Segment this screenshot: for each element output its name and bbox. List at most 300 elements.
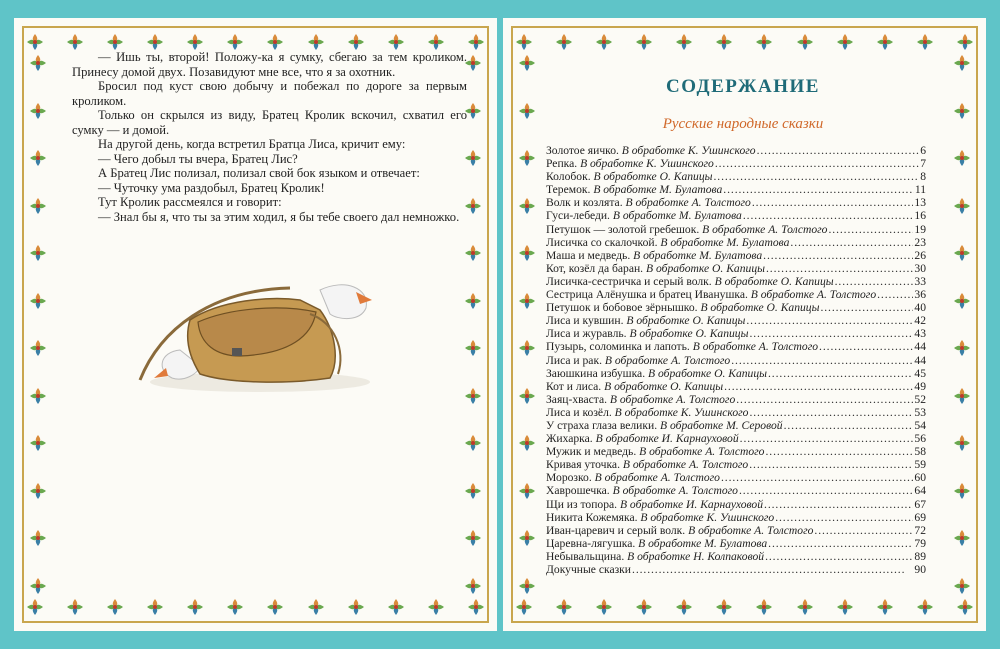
flower-ornament-icon bbox=[518, 292, 536, 310]
flower-ornament-icon bbox=[515, 598, 533, 616]
toc-entry-editor: В обработке А. Толстого bbox=[604, 353, 731, 367]
toc-entry-editor: В обработке О. Капицы bbox=[645, 261, 765, 275]
toc-entry-name: Репка. bbox=[546, 157, 578, 171]
toc-entry-editor: В обработке К. Ушинского bbox=[580, 157, 714, 171]
toc-page-number: 52 bbox=[914, 392, 926, 406]
flower-ornament-icon bbox=[518, 529, 536, 547]
toc-entry[interactable] bbox=[546, 301, 926, 314]
flower-ornament-icon bbox=[953, 434, 971, 452]
toc-entry-editor: В обработке М. Булатова bbox=[638, 536, 768, 550]
toc-entry[interactable] bbox=[546, 209, 926, 222]
toc-entry-title bbox=[546, 445, 764, 458]
toc-entry-title bbox=[546, 432, 739, 445]
toc-entry[interactable] bbox=[546, 419, 926, 432]
flower-ornament-icon bbox=[755, 598, 773, 616]
flower-ornament-icon bbox=[464, 529, 482, 547]
toc-entry-editor: В обработке Н. Колпаковой bbox=[627, 549, 765, 563]
flower-ornament-icon bbox=[953, 197, 971, 215]
flower-ornament-icon bbox=[307, 33, 325, 51]
toc-entry-editor: В обработке М. Серовой bbox=[660, 418, 783, 432]
toc-page-number: 44 bbox=[914, 340, 926, 354]
toc-entry-name: Никита Кожемяка. bbox=[546, 510, 638, 524]
ornament-border-left bbox=[515, 54, 539, 595]
toc-entry[interactable] bbox=[546, 445, 926, 458]
toc-leader-dots bbox=[723, 183, 914, 196]
toc-leader-dots bbox=[765, 550, 913, 563]
toc-page-number: 58 bbox=[914, 445, 926, 459]
flower-ornament-icon bbox=[953, 482, 971, 500]
toc-entry[interactable] bbox=[546, 314, 926, 327]
toc-entry-name: Мужик и медведь. bbox=[546, 445, 637, 459]
toc-entry[interactable] bbox=[546, 236, 926, 249]
flower-ornament-icon bbox=[796, 598, 814, 616]
toc-entry-title bbox=[546, 236, 789, 249]
flower-ornament-icon bbox=[467, 598, 485, 616]
flower-ornament-icon bbox=[427, 33, 445, 51]
toc-page-number: 7 bbox=[920, 157, 926, 171]
toc-leader-dots bbox=[740, 432, 914, 445]
toc-leader-dots bbox=[736, 393, 913, 406]
toc-page-number: 44 bbox=[914, 353, 926, 367]
flower-ornament-icon bbox=[226, 598, 244, 616]
toc-entry-editor: В обработке А. Толстого bbox=[594, 471, 720, 485]
toc-leader-dots bbox=[877, 288, 913, 301]
toc-entry-editor: В обработке О. Капицы bbox=[714, 274, 834, 288]
flower-ornament-icon bbox=[464, 387, 482, 405]
flower-ornament-icon bbox=[66, 598, 84, 616]
toc-entry-title bbox=[546, 471, 720, 484]
flower-ornament-icon bbox=[518, 149, 536, 167]
flower-ornament-icon bbox=[518, 387, 536, 405]
story-paragraph: — Чего добыл ты вчера, Братец Лис? bbox=[98, 151, 298, 166]
flower-ornament-icon bbox=[518, 482, 536, 500]
ornament-border-bottom bbox=[515, 595, 974, 619]
flower-ornament-icon bbox=[387, 33, 405, 51]
toc-entry-title bbox=[546, 301, 819, 314]
toc-entry-name: Кот и лиса. bbox=[546, 379, 602, 393]
toc-entry-title bbox=[546, 367, 767, 380]
toc-entry-editor: В обработке А. Толстого bbox=[625, 196, 751, 210]
toc-entry[interactable] bbox=[546, 550, 926, 563]
toc-entry[interactable] bbox=[546, 393, 926, 406]
toc-entry-name: Петушок — золотой гребешок. bbox=[546, 222, 700, 236]
flower-ornament-icon bbox=[347, 598, 365, 616]
flower-ornament-icon bbox=[953, 529, 971, 547]
flower-ornament-icon bbox=[226, 33, 244, 51]
flower-ornament-icon bbox=[146, 598, 164, 616]
story-paragraph: Только он скрылся из виду, Братец Кролик вскочил, схватил его сумку — и домой. bbox=[72, 108, 467, 137]
toc-entry-name: Кот, козёл да баран. bbox=[546, 261, 644, 275]
toc-entry-title bbox=[546, 406, 748, 419]
ornament-border-right bbox=[950, 54, 974, 595]
toc-page-number: 40 bbox=[914, 301, 926, 315]
flower-ornament-icon bbox=[916, 33, 934, 51]
toc-entry[interactable] bbox=[546, 537, 926, 550]
toc-entry-editor: В обработке О. Капицы bbox=[593, 170, 713, 184]
toc-entry-name: Лиса и козёл. bbox=[546, 405, 612, 419]
toc-entry[interactable] bbox=[546, 196, 926, 209]
toc-entry-title bbox=[546, 537, 767, 550]
toc-page-number: 79 bbox=[914, 536, 926, 550]
flower-ornament-icon bbox=[715, 598, 733, 616]
toc-entry-title bbox=[546, 340, 818, 353]
toc-entry-title bbox=[546, 209, 742, 222]
toc-entry-name: Петушок и бобовое зёрнышко. bbox=[546, 301, 698, 315]
flower-ornament-icon bbox=[266, 598, 284, 616]
flower-ornament-icon bbox=[515, 33, 533, 51]
flower-ornament-icon bbox=[675, 33, 693, 51]
toc-entry-title bbox=[546, 563, 631, 576]
toc-entry-title bbox=[546, 511, 774, 524]
toc-entry-title bbox=[546, 275, 834, 288]
toc-leader-dots bbox=[749, 327, 913, 340]
toc-entry[interactable] bbox=[546, 275, 926, 288]
toc-page-number: 19 bbox=[914, 222, 926, 236]
flower-ornament-icon bbox=[266, 33, 284, 51]
toc-entry-title bbox=[546, 354, 730, 367]
ornament-border-bottom bbox=[26, 595, 485, 619]
toc-entry[interactable] bbox=[546, 249, 926, 262]
table-of-contents bbox=[546, 144, 926, 576]
toc-section-heading: Русские народные сказки bbox=[662, 116, 824, 132]
toc-leader-dots bbox=[757, 144, 920, 157]
flower-ornament-icon bbox=[836, 33, 854, 51]
toc-leader-dots bbox=[828, 223, 913, 236]
toc-entry[interactable] bbox=[546, 498, 926, 511]
toc-leader-dots bbox=[819, 340, 913, 353]
toc-entry-name: Теремок. bbox=[546, 183, 591, 197]
flower-ornament-icon bbox=[29, 387, 47, 405]
toc-page-number: 89 bbox=[914, 549, 926, 563]
toc-entry-editor: В обработке О. Капицы bbox=[629, 327, 749, 341]
toc-entry[interactable] bbox=[546, 380, 926, 393]
toc-entry-name: Маша и медведь. bbox=[546, 248, 631, 262]
toc-page-number: 59 bbox=[914, 458, 926, 472]
toc-page-number: 53 bbox=[914, 405, 926, 419]
flower-ornament-icon bbox=[518, 197, 536, 215]
toc-entry-editor: В обработке М. Булатова bbox=[593, 183, 723, 197]
flower-ornament-icon bbox=[675, 598, 693, 616]
toc-entry[interactable] bbox=[546, 223, 926, 236]
story-paragraph: А Братец Лис полизал, полизал свой бок языком и отвечает: bbox=[98, 166, 420, 180]
toc-leader-dots bbox=[739, 484, 913, 497]
toc-page-number: 13 bbox=[914, 196, 926, 210]
toc-entry-name: Щи из топора. bbox=[546, 497, 618, 511]
flower-ornament-icon bbox=[755, 33, 773, 51]
toc-entry-editor: В обработке А. Толстого bbox=[622, 458, 749, 472]
flower-ornament-icon bbox=[916, 598, 934, 616]
toc-page-number: 56 bbox=[914, 432, 926, 446]
flower-ornament-icon bbox=[555, 598, 573, 616]
flower-ornament-icon bbox=[29, 529, 47, 547]
flower-ornament-icon bbox=[464, 339, 482, 357]
toc-leader-dots bbox=[790, 236, 913, 249]
toc-leader-dots bbox=[768, 367, 913, 380]
flower-ornament-icon bbox=[956, 598, 974, 616]
toc-leader-dots bbox=[775, 511, 913, 524]
flower-ornament-icon bbox=[467, 33, 485, 51]
toc-entry-name: Жихарка. bbox=[546, 432, 593, 446]
flower-ornament-icon bbox=[715, 33, 733, 51]
toc-entry[interactable] bbox=[546, 471, 926, 484]
toc-leader-dots bbox=[814, 524, 913, 537]
toc-leader-dots bbox=[724, 380, 913, 393]
toc-page-number: 23 bbox=[914, 235, 926, 249]
toc-entry-editor: В обработке А. Толстого bbox=[688, 523, 814, 537]
flower-ornament-icon bbox=[876, 598, 894, 616]
toc-page-number: 16 bbox=[914, 209, 926, 223]
flower-ornament-icon bbox=[427, 598, 445, 616]
toc-entry[interactable] bbox=[546, 367, 926, 380]
flower-ornament-icon bbox=[29, 339, 47, 357]
toc-entry-title bbox=[546, 380, 723, 393]
toc-entry-name: Сестрица Алёнушка и братец Иванушка. bbox=[546, 288, 748, 302]
flower-ornament-icon bbox=[953, 149, 971, 167]
toc-entry-name: Заюшкина избушка. bbox=[546, 366, 646, 380]
toc-entry-editor: В обработке А. Толстого bbox=[609, 392, 736, 406]
toc-entry-editor: В обработке И. Карнауховой bbox=[619, 497, 764, 511]
toc-page-number: 60 bbox=[914, 471, 926, 485]
toc-entry-name: Гуси-лебеди. bbox=[546, 209, 610, 223]
flower-ornament-icon bbox=[347, 33, 365, 51]
flower-ornament-icon bbox=[186, 598, 204, 616]
toc-page-number: 45 bbox=[914, 366, 926, 380]
flower-ornament-icon bbox=[635, 598, 653, 616]
toc-entry-title bbox=[546, 550, 764, 563]
toc-entry-editor: В обработке А. Толстого bbox=[750, 288, 877, 302]
toc-page-number: 69 bbox=[914, 510, 926, 524]
flower-ornament-icon bbox=[29, 197, 47, 215]
toc-entry-name: Кривая уточка. bbox=[546, 458, 620, 472]
flower-ornament-icon bbox=[836, 598, 854, 616]
toc-entry-name: Волк и козлята. bbox=[546, 196, 623, 210]
toc-entry-title bbox=[546, 288, 876, 301]
toc-entry-name: Иван-царевич и серый волк. bbox=[546, 523, 686, 537]
flower-ornament-icon bbox=[595, 33, 613, 51]
toc-entry-editor: В обработке О. Капицы bbox=[700, 301, 820, 315]
toc-entry-title bbox=[546, 144, 756, 157]
flower-ornament-icon bbox=[29, 244, 47, 262]
toc-entry-title bbox=[546, 157, 714, 170]
toc-entry-title bbox=[546, 314, 745, 327]
flower-ornament-icon bbox=[953, 292, 971, 310]
toc-entry-title bbox=[546, 393, 735, 406]
toc-entry[interactable] bbox=[546, 327, 926, 340]
toc-entry[interactable] bbox=[546, 406, 926, 419]
toc-leader-dots bbox=[764, 498, 913, 511]
hunting-bag-illustration bbox=[120, 270, 380, 400]
toc-leader-dots bbox=[715, 157, 919, 170]
toc-leader-dots bbox=[721, 471, 913, 484]
flower-ornament-icon bbox=[953, 577, 971, 595]
toc-entry-name: Докучные сказки bbox=[546, 563, 632, 576]
toc-entry-title bbox=[546, 524, 813, 537]
toc-page-number: 42 bbox=[914, 314, 926, 328]
toc-entry[interactable] bbox=[546, 354, 926, 367]
ornament-border-top bbox=[515, 30, 974, 54]
toc-entry-title bbox=[546, 170, 713, 183]
toc-page-number: 11 bbox=[914, 183, 926, 197]
story-paragraph: — Чуточку ума раздобыл, Братец Кролик! bbox=[98, 180, 325, 195]
toc-leader-dots bbox=[749, 406, 913, 419]
flower-ornament-icon bbox=[953, 54, 971, 72]
flower-ornament-icon bbox=[518, 244, 536, 262]
toc-entry-name: Хаврошечка. bbox=[546, 484, 610, 498]
toc-page-number: 30 bbox=[914, 261, 926, 275]
toc-leader-dots bbox=[766, 262, 913, 275]
toc-page-number: 54 bbox=[914, 418, 926, 432]
flower-ornament-icon bbox=[464, 244, 482, 262]
story-paragraph: — Ишь ты, второй! Положу-ка я сумку, сбегаю за тем кроликом. Принесу домой двух. Позавидуют мне все, что я за охотник. bbox=[72, 50, 467, 79]
flower-ornament-icon bbox=[518, 339, 536, 357]
flower-ornament-icon bbox=[953, 339, 971, 357]
flower-ornament-icon bbox=[796, 33, 814, 51]
ornament-border-left bbox=[26, 54, 50, 595]
toc-entry-name: Золотое яичко. bbox=[546, 144, 619, 157]
toc-leader-dots bbox=[768, 537, 913, 550]
flower-ornament-icon bbox=[106, 33, 124, 51]
toc-entry[interactable] bbox=[546, 170, 926, 183]
toc-entry-editor: В обработке К. Ушинского bbox=[614, 405, 749, 419]
toc-entry-name: У страха глаза велики. bbox=[546, 418, 658, 432]
toc-entry[interactable] bbox=[546, 262, 926, 275]
toc-entry-name: Лиса и рак. bbox=[546, 353, 602, 367]
flower-ornament-icon bbox=[29, 149, 47, 167]
flower-ornament-icon bbox=[26, 598, 44, 616]
toc-leader-dots bbox=[835, 275, 914, 288]
toc-entry[interactable] bbox=[546, 563, 926, 576]
toc-page-number: 43 bbox=[914, 327, 926, 341]
toc-entry-name: Лисичка со скалочкой. bbox=[546, 235, 658, 249]
flower-ornament-icon bbox=[29, 434, 47, 452]
flower-ornament-icon bbox=[464, 577, 482, 595]
toc-page-number: 33 bbox=[914, 274, 926, 288]
flower-ornament-icon bbox=[518, 577, 536, 595]
flower-ornament-icon bbox=[555, 33, 573, 51]
story-paragraph: — Знал бы я, что ты за этим ходил, я бы тебе своего дал немножко. bbox=[98, 209, 460, 224]
toc-entry-title bbox=[546, 249, 762, 262]
toc-entry-title bbox=[546, 196, 751, 209]
flower-ornament-icon bbox=[518, 54, 536, 72]
toc-entry[interactable] bbox=[546, 511, 926, 524]
toc-entry-name: Лиса и кувшин. bbox=[546, 314, 624, 328]
toc-entry-editor: В обработке А. Толстого bbox=[639, 445, 765, 459]
flower-ornament-icon bbox=[464, 434, 482, 452]
flower-ornament-icon bbox=[307, 598, 325, 616]
flower-ornament-icon bbox=[29, 54, 47, 72]
flower-ornament-icon bbox=[518, 434, 536, 452]
toc-entry-title bbox=[546, 484, 738, 497]
toc-entry-name: Царевна-лягушка. bbox=[546, 536, 636, 550]
toc-page-number: 67 bbox=[914, 497, 926, 511]
toc-entry-title bbox=[546, 223, 827, 236]
toc-entry-title bbox=[546, 183, 722, 196]
flower-ornament-icon bbox=[956, 33, 974, 51]
flower-ornament-icon bbox=[29, 482, 47, 500]
story-paragraph: Тут Кролик рассмеялся и говорит: bbox=[98, 195, 282, 209]
toc-entry[interactable] bbox=[546, 157, 926, 170]
toc-entry-editor: В обработке М. Булатова bbox=[660, 235, 790, 249]
toc-entry-name: Пузырь, соломинка и лапоть. bbox=[546, 340, 690, 354]
toc-leader-dots bbox=[752, 196, 914, 209]
flower-ornament-icon bbox=[876, 33, 894, 51]
flower-ornament-icon bbox=[146, 33, 164, 51]
toc-page-number: 6 bbox=[920, 144, 926, 157]
flower-ornament-icon bbox=[26, 33, 44, 51]
toc-entry[interactable] bbox=[546, 340, 926, 353]
toc-page-number: 26 bbox=[914, 248, 926, 262]
toc-page-number: 72 bbox=[914, 523, 926, 537]
toc-entry-title bbox=[546, 458, 748, 471]
toc-entry-editor: В обработке А. Толстого bbox=[692, 340, 819, 354]
toc-entry-editor: В обработке К. Ушинского bbox=[640, 510, 775, 524]
toc-page-number: 90 bbox=[914, 563, 926, 576]
toc-entry-editor: В обработке И. Карнауховой bbox=[595, 432, 739, 446]
toc-entry-title bbox=[546, 262, 765, 275]
toc-entry[interactable] bbox=[546, 524, 926, 537]
toc-page-number: 64 bbox=[914, 484, 926, 498]
flower-ornament-icon bbox=[106, 598, 124, 616]
toc-entry[interactable] bbox=[546, 484, 926, 497]
toc-leader-dots bbox=[765, 445, 913, 458]
flower-ornament-icon bbox=[29, 292, 47, 310]
toc-leader-dots bbox=[714, 170, 920, 183]
toc-entry[interactable] bbox=[546, 183, 926, 196]
toc-leader-dots bbox=[632, 563, 913, 576]
toc-leader-dots bbox=[743, 209, 914, 222]
toc-page-number: 49 bbox=[914, 379, 926, 393]
toc-entry[interactable] bbox=[546, 288, 926, 301]
toc-entry-name: Небывальщина. bbox=[546, 549, 625, 563]
toc-leader-dots bbox=[749, 458, 913, 471]
toc-entry-title bbox=[546, 327, 748, 340]
toc-entry-editor: В обработке О. Капицы bbox=[604, 379, 724, 393]
flower-ornament-icon bbox=[387, 598, 405, 616]
story-paragraph: На другой день, когда встретил Братца Лиса, кричит ему: bbox=[98, 137, 406, 151]
toc-leader-dots bbox=[820, 301, 913, 314]
flower-ornament-icon bbox=[953, 244, 971, 262]
toc-entry-name: Лисичка-сестричка и серый волк. bbox=[546, 274, 712, 288]
toc-entry-title bbox=[546, 419, 783, 432]
toc-entry-editor: В обработке М. Булатова bbox=[633, 248, 763, 262]
toc-entry-editor: В обработке О. Капицы bbox=[626, 314, 746, 328]
toc-entry[interactable] bbox=[546, 432, 926, 445]
toc-page-number: 8 bbox=[920, 170, 926, 184]
flower-ornament-icon bbox=[464, 292, 482, 310]
toc-entry-name: Морозко. bbox=[546, 471, 592, 485]
toc-entry-editor: В обработке К. Ушинского bbox=[621, 144, 756, 157]
toc-entry-editor: В обработке М. Булатова bbox=[612, 209, 742, 223]
flower-ornament-icon bbox=[186, 33, 204, 51]
flower-ornament-icon bbox=[595, 598, 613, 616]
flower-ornament-icon bbox=[635, 33, 653, 51]
toc-entry[interactable] bbox=[546, 458, 926, 471]
flower-ornament-icon bbox=[464, 482, 482, 500]
story-paragraph: Бросил под куст свою добычу и побежал по дороге за первым кроликом. bbox=[72, 79, 467, 108]
toc-leader-dots bbox=[731, 354, 913, 367]
toc-leader-dots bbox=[746, 314, 913, 327]
toc-entry-editor: В обработке А. Толстого bbox=[702, 222, 828, 236]
toc-title: СОДЕРЖАНИЕ bbox=[666, 76, 820, 97]
toc-entry[interactable] bbox=[546, 144, 926, 157]
toc-leader-dots bbox=[763, 249, 913, 262]
flower-ornament-icon bbox=[66, 33, 84, 51]
toc-entry-name: Заяц-хваста. bbox=[546, 392, 608, 406]
flower-ornament-icon bbox=[29, 577, 47, 595]
toc-entry-name: Колобок. bbox=[546, 170, 591, 184]
toc-entry-editor: В обработке А. Толстого bbox=[612, 484, 738, 498]
toc-entry-title bbox=[546, 498, 763, 511]
